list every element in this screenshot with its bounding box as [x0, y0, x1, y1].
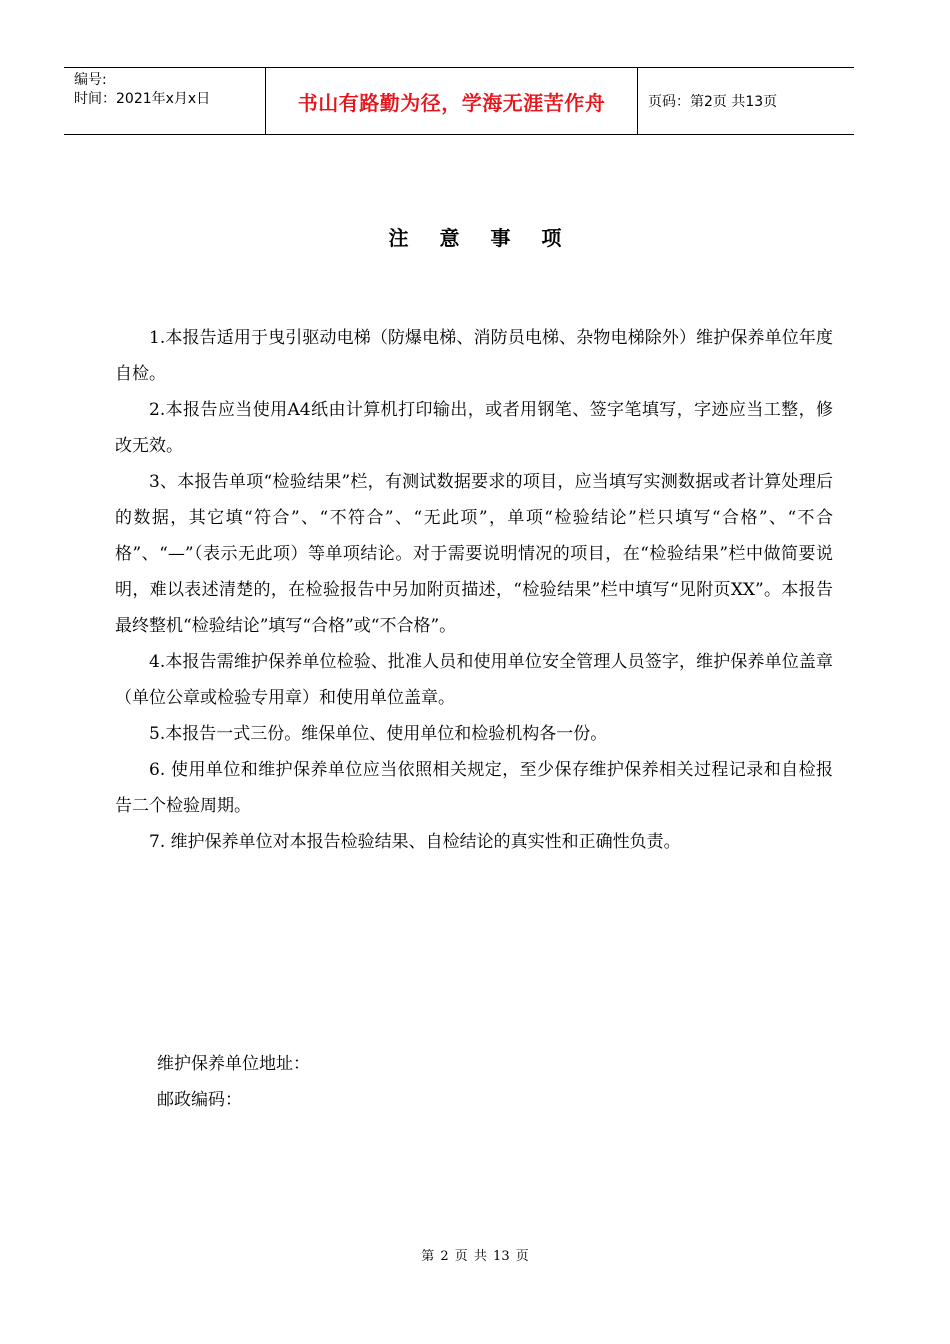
page-title: 注 意 事 项 [388, 226, 574, 250]
notice-item-6: 6. 使用单位和维护保养单位应当依照相关规定，至少保存维护保养相关过程记录和自检报告二个检验周期。 [115, 760, 833, 816]
doc-time-label: 时间：2021年x月x日 [74, 91, 211, 107]
address-label: 维护保养单位地址： [157, 1054, 310, 1074]
notice-item-7: 7. 维护保养单位对本报告检验结果、自检结论的真实性和正确性负责。 [149, 832, 681, 852]
header-page-info: 页码：第2页 共13页 [648, 94, 778, 110]
document-header [64, 67, 854, 135]
notice-item-3: 3、本报告单项“检验结果”栏，有测试数据要求的项目，应当填写实测数据或者计算处理后的数据，其它填“符合”、“不符合”、“无此项”，单项“检验结论”栏只填写“合格”、“不合格”、“—”（表示无此项）等单项结论。对于需要说明情况的项目，在“检验结果”栏中做简要说明，难以表述清楚的，在检验报告中另加附页描述，“检验结果”栏中填写“见附页XX”。本报告最终整机“检验结论”填写“合格”或“不合格”。 [115, 472, 833, 636]
header-meta [64, 68, 265, 134]
header-motto: 书山有路勤为径，学海无涯苦作舟 [265, 68, 638, 134]
doc-number-label: 编号: [74, 72, 107, 88]
notice-item-2: 2.本报告应当使用A4纸由计算机打印输出，或者用钢笔、签字笔填写，字迹应当工整，修改无效。 [115, 400, 833, 456]
page-number-footer: 第 2 页 共 13 页 [421, 1249, 529, 1264]
notice-body [115, 320, 833, 860]
postcode-label: 邮政编码： [157, 1090, 242, 1110]
notice-item-4: 4.本报告需维护保养单位检验、批准人员和使用单位安全管理人员签字，维护保养单位盖章（单位公章或检验专用章）和使用单位盖章。 [115, 652, 833, 708]
contact-fields [157, 1046, 310, 1118]
notice-item-5: 5.本报告一式三份。维保单位、使用单位和检验机构各一份。 [149, 724, 608, 744]
notice-item-1: 1.本报告适用于曳引驱动电梯（防爆电梯、消防员电梯、杂物电梯除外）维护保养单位年度自检。 [115, 328, 833, 384]
